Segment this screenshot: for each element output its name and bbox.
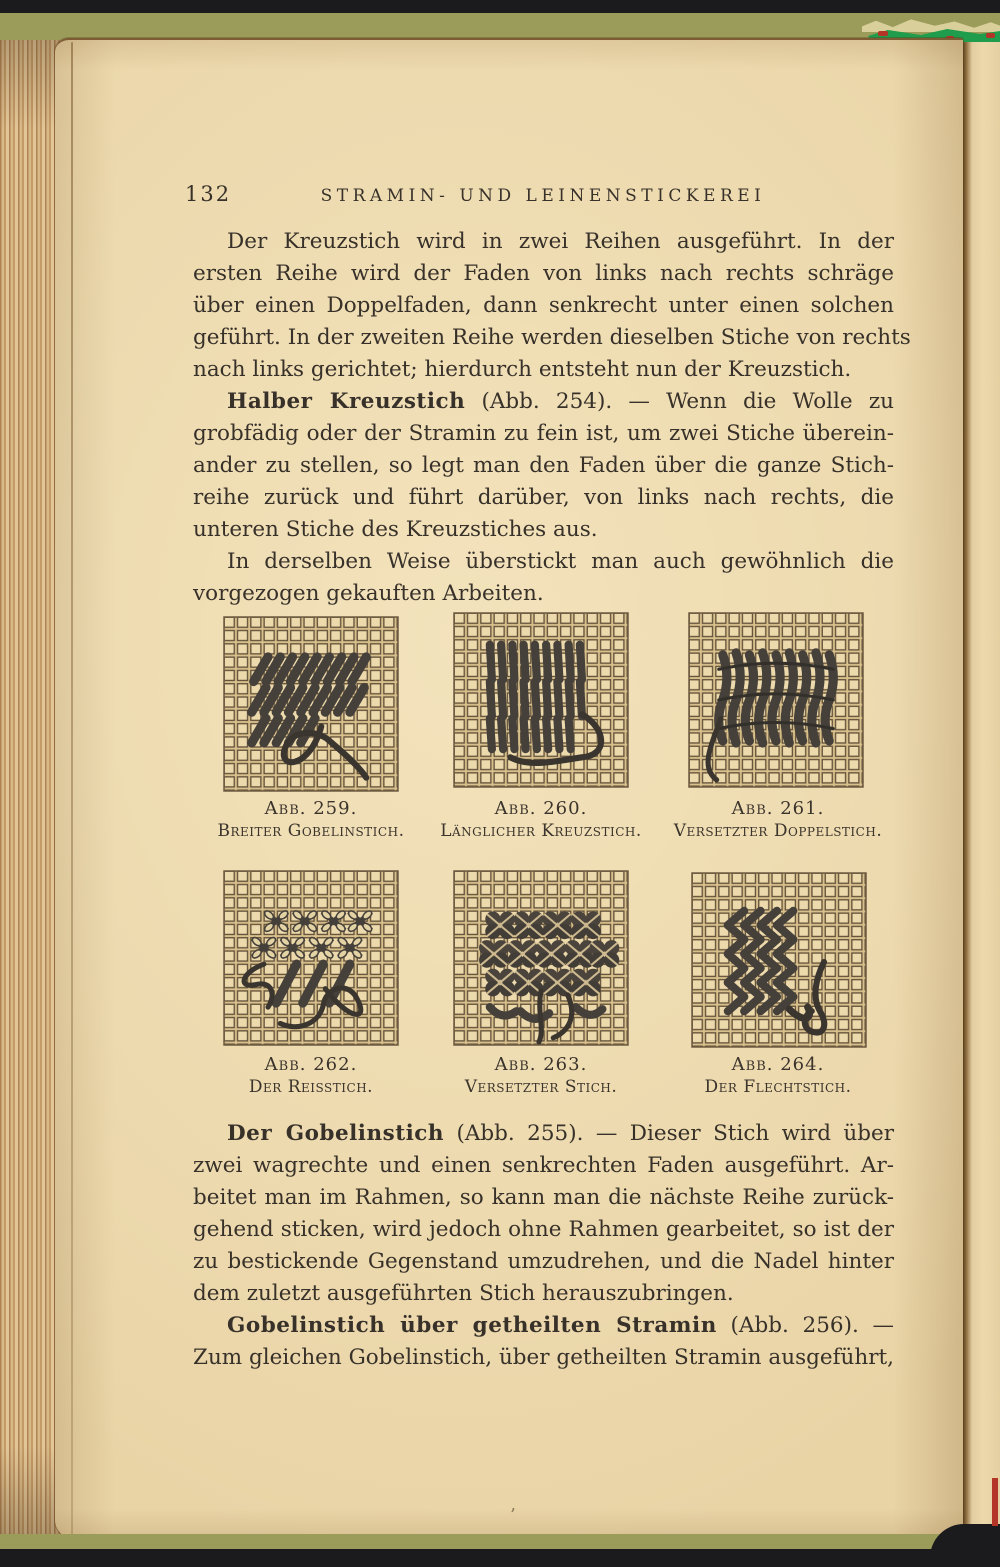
- figure-number: Abb. 259.: [264, 798, 358, 819]
- paragraph: [193, 1118, 894, 1310]
- running-header: STRAMIN- UND LEINENSTICKEREI: [320, 186, 766, 206]
- text-line: unteren Stiche des Kreuzstiches aus.: [193, 517, 598, 542]
- figure-abb-264-der-flechtstich: [691, 872, 867, 1048]
- figure-caption: [421, 1054, 661, 1098]
- stitch-illustration: [453, 612, 629, 788]
- text-line: beitet man im Rahmen, so kann man die nächste Reihe zurück-: [193, 1185, 894, 1210]
- paragraph: [193, 1310, 894, 1374]
- stitch-illustration: [223, 616, 399, 792]
- stitch-illustration: [223, 870, 399, 1046]
- text-line: zu bestickende Gegenstand umzudrehen, und die Nadel hinter: [193, 1249, 894, 1274]
- figure-number: Abb. 261.: [731, 798, 825, 819]
- text-block-upper: [193, 226, 911, 610]
- stitch-illustration: [688, 612, 864, 788]
- text-line: gehend sticken, wird jedoch ohne Rahmen gearbeitet, so ist der: [193, 1217, 894, 1242]
- figure-label: Versetzter Doppelstich.: [673, 821, 883, 841]
- text-line: geführt. In der zweiten Reihe werden dieselben Stiche von rechts: [193, 325, 911, 350]
- figure-number: Abb. 262.: [264, 1054, 358, 1075]
- figure-caption: [658, 798, 898, 842]
- cover-bottom-black: [0, 1549, 1000, 1567]
- text-line: Der Gobelinstich (Abb. 255). — Dieser Stich wird über: [227, 1121, 894, 1146]
- text-line: über einen Doppelfaden, dann senkrecht unter einen solchen: [193, 293, 894, 318]
- figure-label: Der Reisstich.: [248, 1077, 374, 1097]
- page-fore-edge-stack: [0, 40, 62, 1537]
- text-line: grobfädig oder der Stramin zu fein ist, um zwei Stiche überein-: [193, 421, 894, 446]
- paragraph: [193, 546, 894, 610]
- figure-number: Abb. 260.: [494, 798, 588, 819]
- page-fold-line: [71, 42, 73, 1538]
- text-line: vorgezogen gekauften Arbeiten.: [193, 581, 544, 606]
- stitch-illustration: [691, 872, 867, 1048]
- figure-caption: [191, 798, 431, 842]
- figure-abb-262-der-reisstich: [223, 870, 399, 1046]
- text-line: In derselben Weise überstickt man auch gewöhnlich die: [227, 549, 894, 574]
- text-line: ander zu stellen, so legt man den Faden über die ganze Stich-: [193, 453, 894, 478]
- text-line: Der Kreuzstich wird in zwei Reihen ausgeführt. In der: [227, 229, 894, 254]
- paragraph: [193, 386, 894, 546]
- cover-speck: [986, 33, 995, 38]
- figure-label: Der Flechtstich.: [704, 1077, 852, 1097]
- page-number: 132: [185, 182, 232, 206]
- figure-caption: [191, 1054, 431, 1098]
- text-line: Gobelinstich über getheilten Stramin (Abb. 256). —: [227, 1313, 894, 1338]
- figure-number: Abb. 263.: [494, 1054, 588, 1075]
- figure-abb-261-versetzter-doppelstich: [688, 612, 864, 788]
- stitch-illustration: [453, 870, 629, 1046]
- text-line: Halber Kreuzstich (Abb. 254). — Wenn die Wolle zu: [227, 389, 894, 414]
- text-line: reihe zurück und führt darüber, von links nach rechts, die: [193, 485, 894, 510]
- figure-caption: [658, 1054, 898, 1098]
- cover-speck: [878, 31, 888, 36]
- figure-abb-259-breiter-gobelinstich: [223, 616, 399, 792]
- text-line: Zum gleichen Gobelinstich, über getheilten Stramin ausgeführt,: [193, 1345, 894, 1370]
- figure-number: Abb. 264.: [731, 1054, 825, 1075]
- text-line: ersten Reihe wird der Faden von links nach rechts schräge: [193, 261, 894, 286]
- book-page: [55, 38, 963, 1538]
- paragraph: [193, 226, 911, 386]
- figure-label: Länglicher Kreuzstich.: [440, 821, 642, 841]
- text-line: zwei wagrechte und einen senkrechten Faden ausgeführt. Ar-: [193, 1153, 894, 1178]
- next-page-sliver: [963, 42, 1000, 1538]
- cover-red-sliver: [992, 1478, 998, 1526]
- text-line: nach links gerichtet; hierdurch entsteht nun der Kreuzstich.: [193, 357, 852, 382]
- figure-label: Breiter Gobelinstich.: [217, 821, 405, 841]
- figure-label: Versetzter Stich.: [464, 1077, 618, 1097]
- figure-abb-263-versetzter-stich: [453, 870, 629, 1046]
- figure-abb-260-laenglicher-kreuzstich: [453, 612, 629, 788]
- text-block-lower: [193, 1118, 894, 1374]
- text-line: dem zuletzt ausgeführten Stich herauszubringen.: [193, 1281, 734, 1306]
- figure-caption: [421, 798, 661, 842]
- paper-speck: ’: [510, 1505, 516, 1526]
